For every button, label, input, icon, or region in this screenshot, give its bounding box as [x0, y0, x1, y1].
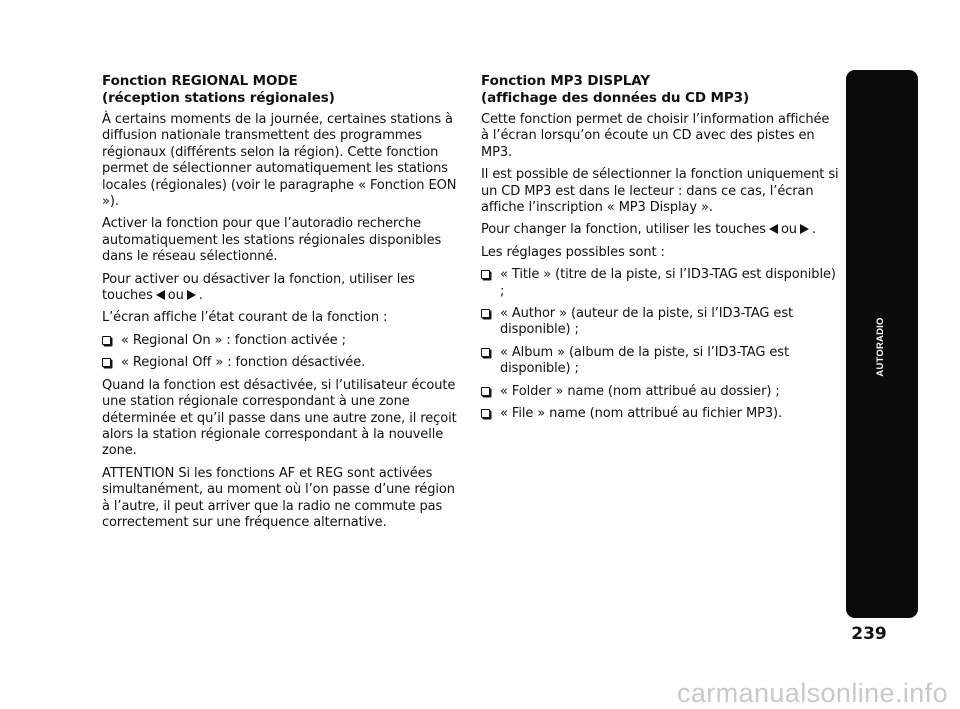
list-item-text: « Regional On » : fonction activée ;: [121, 332, 346, 348]
list-item: [481, 306, 839, 339]
arrow-left-icon: [156, 290, 165, 300]
paragraph-text: Pour activer ou désactiver la fonction, utiliser les: [102, 271, 415, 287]
right-column: [481, 73, 839, 429]
paragraph: Les réglages possibles sont :: [481, 244, 665, 260]
paragraph-keys: [102, 272, 464, 305]
list-item-text: « Title » (titre de la piste, si l’ID3-TAG est disponible) ;: [500, 267, 836, 299]
list-item: [102, 333, 464, 349]
list-item-text: « Album » (album de la piste, si l’ID3-TAG est disponible) ;: [500, 344, 789, 377]
checkbox-bullet-icon: [481, 409, 490, 418]
paragraph: L’écran affiche l’état courant de la fonction :: [102, 310, 388, 326]
paragraph-text: ou: [167, 288, 184, 304]
list-item-text: « Folder » name (nom attribué au dossier) ;: [500, 383, 780, 399]
section-heading-regional-mode: [102, 73, 464, 106]
list-item: [102, 355, 464, 371]
paragraph: À certains moments de la journée, certaines stations à diffusion nationale transmettent des programmes régionaux (différents selon la région). Cette fonction permet de sélectionner automatiquement les stations locales (régionales) (voir le paragraphe « Fonction EON »).: [102, 112, 457, 210]
heading-title: Fonction MP3 DISPLAY: [481, 73, 651, 89]
paragraph-keys: [481, 222, 839, 238]
list-item-text: « Author » (auteur de la piste, si l’ID3-TAG est disponible) ;: [500, 306, 793, 338]
heading-subtitle: (affichage des données du CD MP3): [481, 89, 750, 106]
paragraph-attention: ATTENTION Si les fonctions AF et REG sont activées simultanément, au moment où l’on passe d’une région à l’autre, il peut arriver que la radio ne commute pas correctement sur une fréquence alternative.: [102, 465, 455, 530]
checkbox-bullet-icon: [481, 348, 490, 357]
list-item: [481, 406, 839, 422]
paragraph-text: touches: [102, 288, 153, 304]
paragraph: Il est possible de sélectionner la fonction uniquement si un CD MP3 est dans le lecteur : dans ce cas, l’écran affiche l’inscription « MP3 Display ».: [481, 167, 839, 216]
heading-title: Fonction REGIONAL MODE: [102, 73, 298, 89]
paragraph: Cette fonction permet de choisir l’information affichée à l’écran lorsqu’on écoute un CD avec des pistes en MP3.: [481, 112, 830, 160]
checkbox-bullet-icon: [481, 270, 490, 279]
paragraph: Quand la fonction est désactivée, si l’utilisateur écoute une station régionale correspondant à une zone déterminée et qu’il passe dans une autre zone, il reçoit alors la station régionale correspondant à la nouvelle zone.: [102, 377, 457, 459]
paragraph-text: .: [811, 222, 816, 238]
section-heading-mp3-display: [481, 73, 839, 106]
watermark: carmanualsonline.info: [0, 677, 960, 709]
checkbox-bullet-icon: [102, 336, 111, 345]
page-number: 239: [851, 624, 887, 644]
arrow-right-icon: [187, 290, 196, 300]
heading-subtitle: (réception stations régionales): [102, 89, 335, 106]
paragraph-text: Pour changer la fonction, utiliser les touches: [481, 222, 766, 238]
list-item: [481, 345, 839, 378]
arrow-left-icon: [769, 224, 778, 234]
paragraph: Activer la fonction pour que l’autoradio recherche automatiquement les stations régionales disponibles dans le réseau sélectionné.: [102, 216, 442, 265]
checkbox-bullet-icon: [481, 309, 490, 318]
paragraph-text: .: [198, 288, 203, 304]
list-item: [481, 267, 839, 300]
paragraph-text: ou: [780, 222, 797, 238]
left-column: [102, 73, 464, 537]
checkbox-bullet-icon: [481, 387, 490, 396]
arrow-right-icon: [800, 224, 809, 234]
list-item-text: « Regional Off » : fonction désactivée.: [121, 355, 366, 371]
checkbox-bullet-icon: [102, 358, 111, 367]
chapter-label: AUTORADIO: [875, 317, 886, 377]
list-item-text: « File » name (nom attribué au fichier MP3).: [500, 406, 782, 422]
list-item: [481, 384, 839, 400]
